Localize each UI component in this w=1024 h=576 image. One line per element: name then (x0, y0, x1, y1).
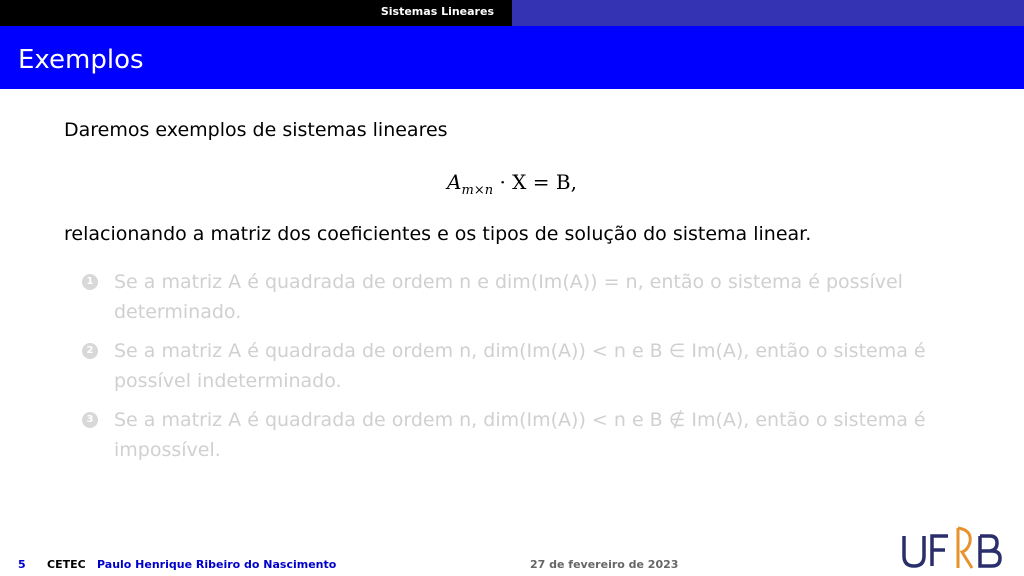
relacionando-text: relacionando a matriz dos coeficientes e os tipos de solução do sistema linear. (64, 223, 812, 245)
slide-content (64, 116, 964, 474)
ufrb-logo-icon (900, 522, 1010, 572)
footer (0, 556, 1024, 574)
frame-title: Exemplos (18, 45, 144, 75)
list-item-text: Se a matriz A é quadrada de ordem n, dim(Im(A)) < n e B ∉ Im(A), então o sistema é impossível. (114, 409, 926, 461)
list-item (64, 405, 964, 465)
intro-text: Daremos exemplos de sistemas lineares (64, 119, 448, 141)
enumerated-list (64, 267, 964, 465)
list-item-text: Se a matriz A é quadrada de ordem n, dim(Im(A)) < n e B ∈ Im(A), então o sistema é possível indeterminado. (114, 340, 926, 392)
list-item (64, 267, 964, 327)
ufrb-logo (900, 522, 1010, 572)
item-number-badge: 2 (82, 343, 98, 359)
section-bar (0, 0, 512, 26)
equation-matrix: A (447, 170, 462, 194)
equation (0, 170, 1024, 198)
page-number: 5 (18, 558, 26, 571)
presentation-date: 27 de fevereiro de 2023 (530, 558, 679, 571)
frame-title-bar (0, 26, 1024, 89)
list-item-text: Se a matriz A é quadrada de ordem n e dim(Im(A)) = n, então o sistema é possível determinado. (114, 271, 903, 323)
subsection-bar (512, 0, 1024, 26)
item-number-badge: 1 (82, 274, 98, 290)
section-title: Sistemas Lineares (380, 5, 494, 18)
equation-subscript: m×n (461, 183, 494, 198)
equation-rest: · X = B, (493, 170, 577, 194)
item-number-badge: 3 (82, 412, 98, 428)
list-item (64, 336, 964, 396)
header-bar (0, 0, 1024, 26)
author-name: Paulo Henrique Ribeiro do Nascimento (97, 558, 337, 571)
institution: CETEC (47, 558, 86, 571)
